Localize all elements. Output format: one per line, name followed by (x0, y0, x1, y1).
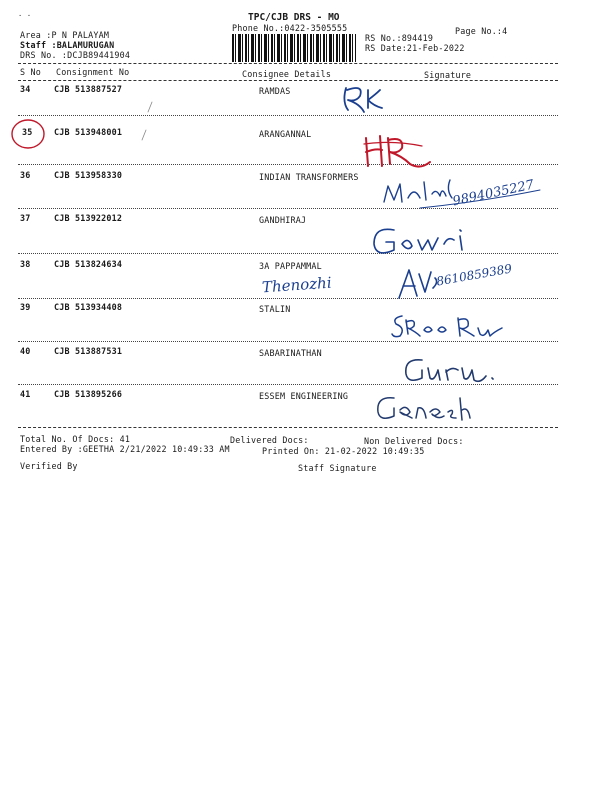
row-rule (18, 115, 558, 116)
row-consignee: RAMDAS (259, 86, 291, 96)
row-consignment: CJB 513934408 (54, 302, 123, 312)
total-docs: Total No. Of Docs: 41 (20, 434, 131, 444)
row-sno: 34 (20, 84, 31, 94)
row-consignment: CJB 513887527 (54, 84, 123, 94)
row-sno: 38 (20, 259, 31, 269)
signature-row-34 (338, 82, 398, 118)
row-consignee: STALIN (259, 304, 291, 314)
row-consignment: CJB 513922012 (54, 213, 123, 223)
verified-by: Verified By (20, 461, 78, 471)
row-sno: 41 (20, 389, 31, 399)
pen-tick-icon (140, 96, 170, 146)
signature-note-row-38: 8610859389 (435, 261, 513, 289)
scan-mark: · · (18, 12, 32, 20)
signature-row-40 (400, 352, 500, 388)
row-consignee: ARANGANNAL (259, 129, 312, 139)
staff-signature-label: Staff Signature (298, 463, 377, 473)
page-number: Page No.:4 (455, 26, 508, 36)
signature-row-41 (370, 392, 490, 428)
signature-row-35 (362, 130, 442, 174)
row-consignment: CJB 513948001 (54, 127, 123, 137)
col-consignment: Consignment No (56, 67, 130, 77)
col-consignee: Consignee Details (242, 69, 332, 79)
row-consignee: GANDHIRAJ (259, 215, 307, 225)
signature-row-37 (368, 220, 478, 264)
column-rule (18, 80, 558, 81)
signature-row-39 (388, 308, 508, 344)
row-consignment: CJB 513887531 (54, 346, 123, 356)
row-consignee: INDIAN TRANSFORMERS (259, 172, 359, 182)
phone-number: Phone No.:0422-3505555 (232, 23, 348, 33)
rs-date: RS Date:21-Feb-2022 (365, 43, 465, 53)
row-rule (18, 298, 558, 299)
row-sno: 37 (20, 213, 31, 223)
handwritten-name-row-38: Thenozhi (261, 273, 333, 297)
row-consignment: CJB 513824634 (54, 259, 123, 269)
rs-number: RS No.:894419 (365, 33, 434, 43)
row-sno: 40 (20, 346, 31, 356)
col-signature: Signature (424, 70, 472, 80)
circle-mark-icon (8, 116, 48, 152)
barcode (232, 34, 356, 62)
entered-by: Entered By :GEETHA 2/21/2022 10:49:33 AM (20, 444, 230, 454)
row-sno: 35 (22, 127, 33, 137)
document-title: TPC/CJB DRS - MO (248, 12, 340, 23)
drs-number: DRS No. :DCJB89441904 (20, 50, 131, 60)
row-consignee: ESSEM ENGINEERING (259, 391, 349, 401)
printed-on: Printed On: 21-02-2022 10:49:35 (262, 446, 425, 456)
staff-label: Staff :BALAMURUGAN (20, 40, 115, 50)
row-consignment: CJB 513895266 (54, 389, 123, 399)
header-rule (18, 63, 558, 64)
area-label: Area :P N PALAYAM (20, 30, 110, 40)
row-consignee: SABARINATHAN (259, 348, 322, 358)
delivered-docs: Delivered Docs: (230, 435, 309, 445)
row-sno: 36 (20, 170, 31, 180)
row-rule (18, 164, 558, 165)
col-sno: S No (20, 67, 41, 77)
row-consignment: CJB 513958330 (54, 170, 123, 180)
non-delivered-docs: Non Delivered Docs: (364, 436, 464, 446)
row-consignee: 3A PAPPAMMAL (259, 261, 322, 271)
signature-note-row-36: 9894035227 (451, 177, 536, 210)
row-sno: 39 (20, 302, 31, 312)
